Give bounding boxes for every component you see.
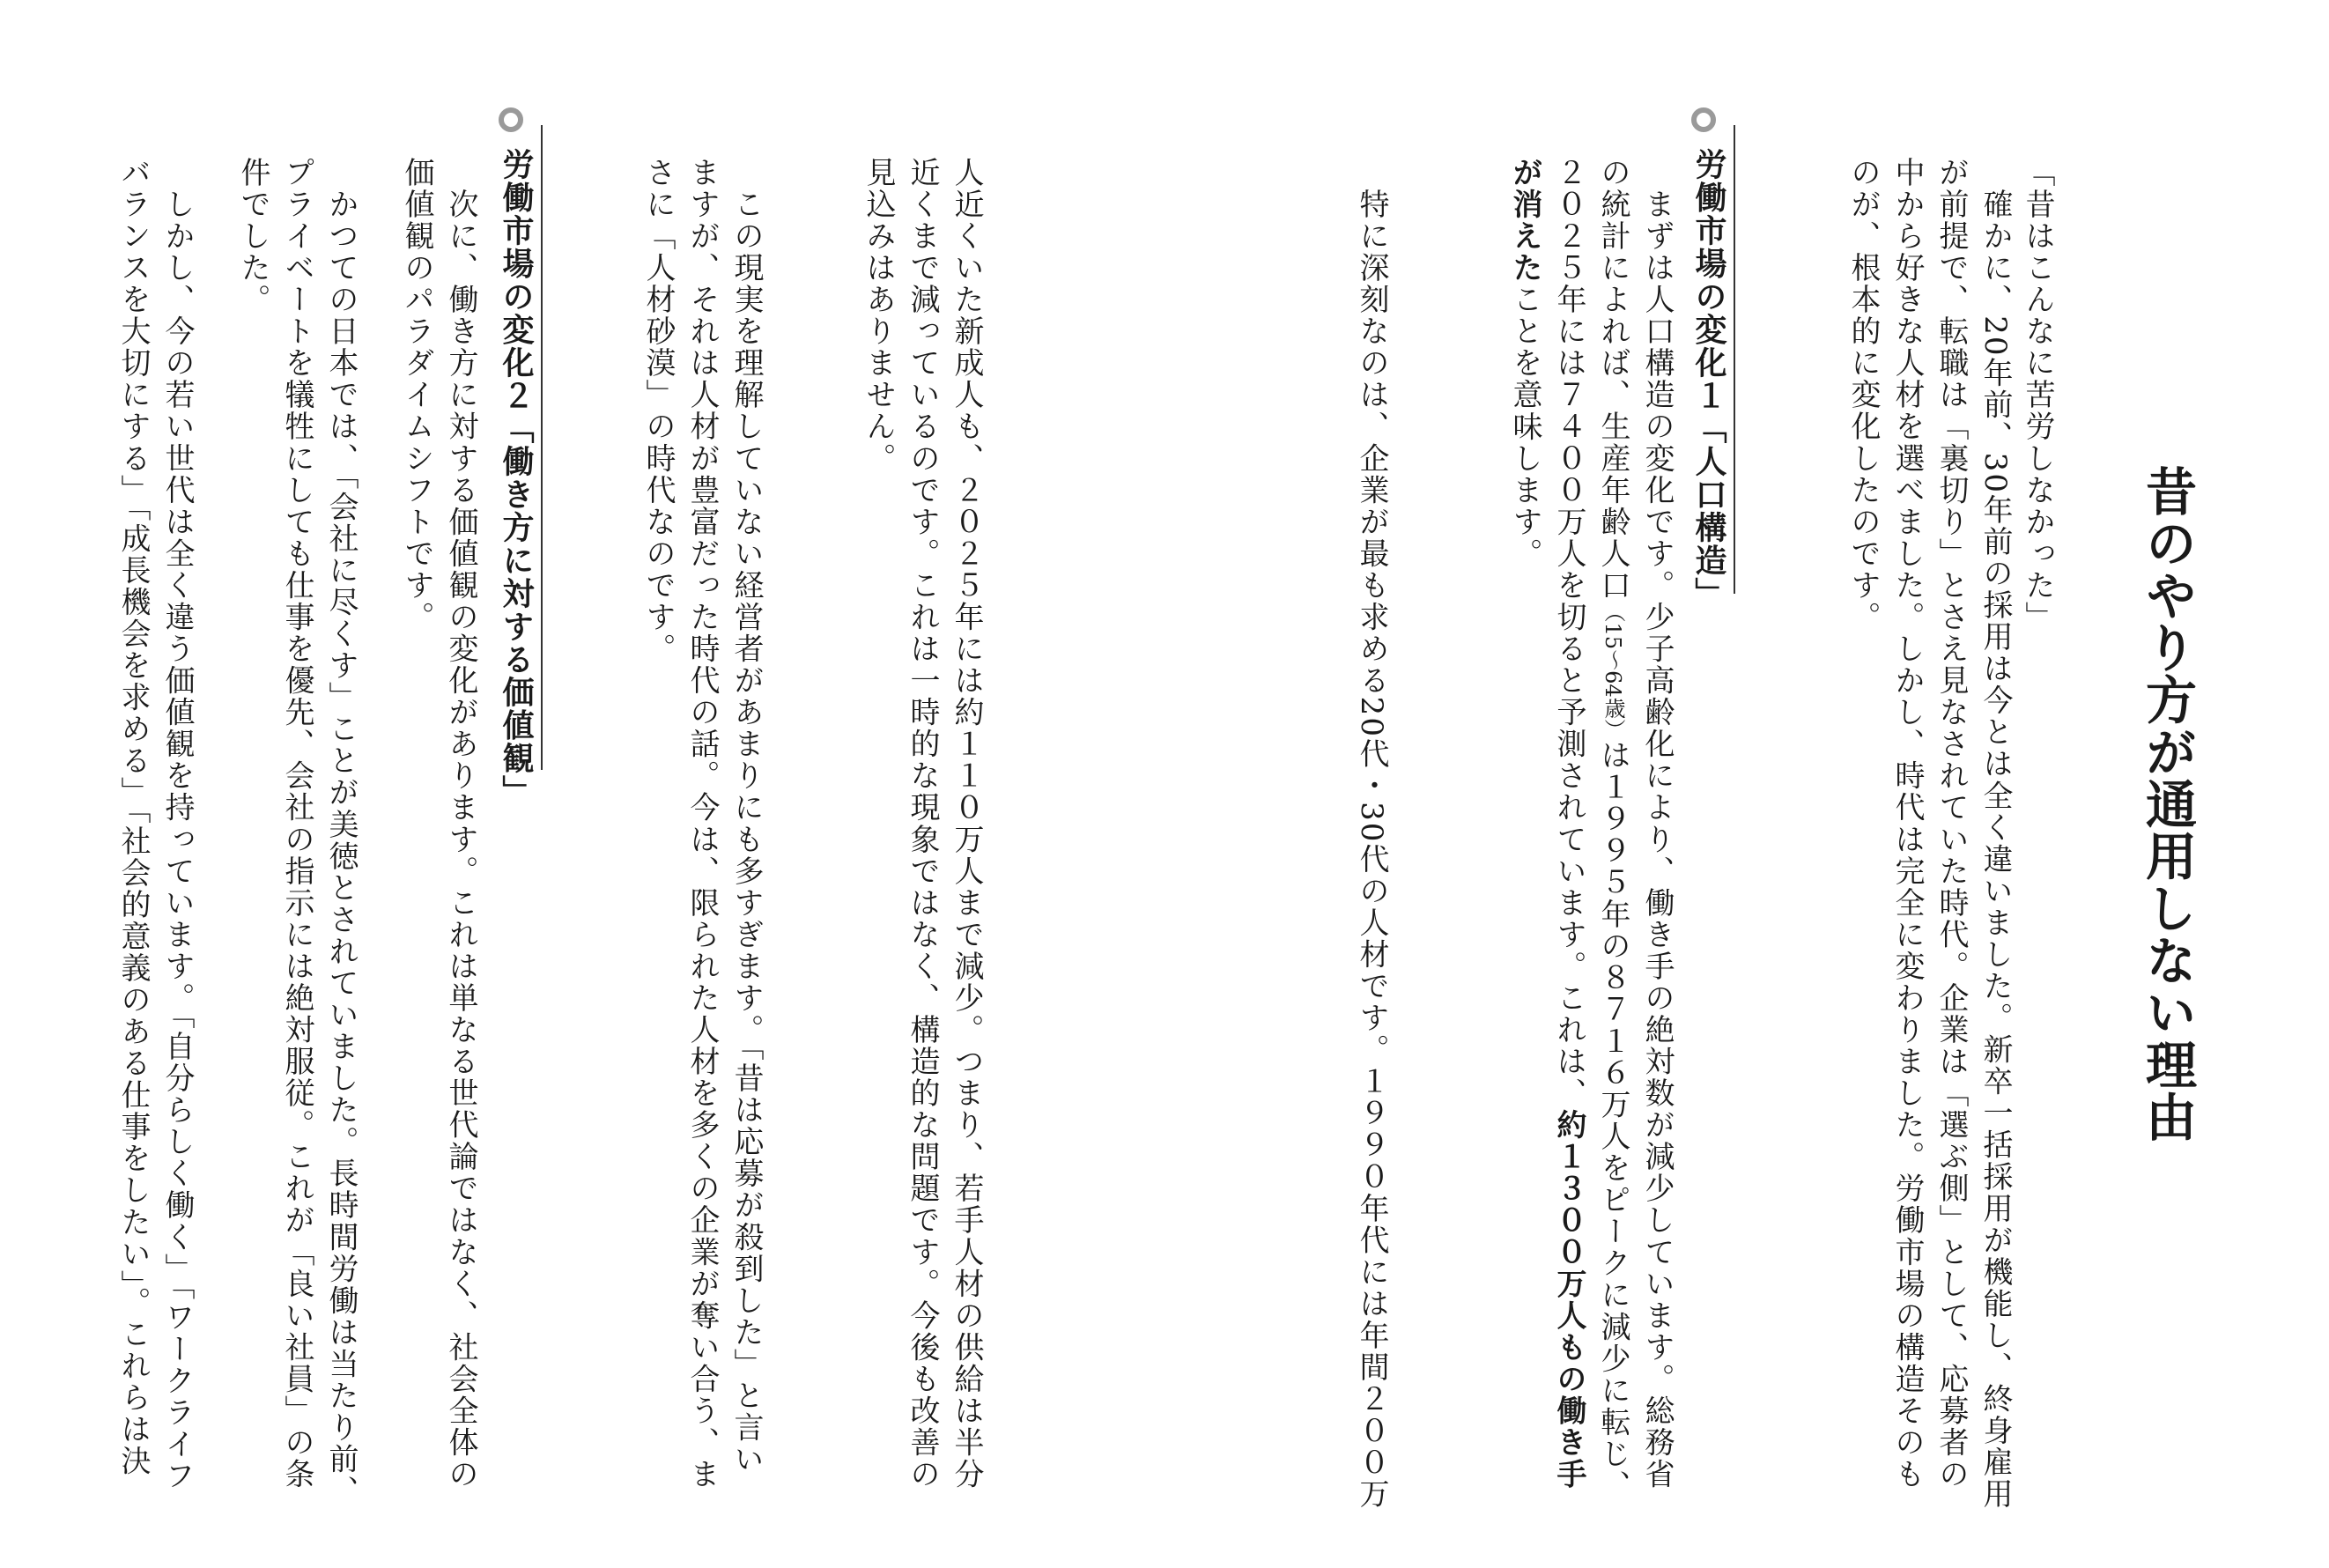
body-line: 次に、働き方に対する価値観の変化があります。これは単なる世代論ではなく、社会全体の (443, 157, 478, 1490)
heading-divider (541, 125, 543, 770)
section-heading-1: 労働市場の変化１「人口構造」 (1690, 148, 1726, 610)
body-line: 見込みはありません。 (861, 157, 896, 475)
body-line: 人近くいた新成人も、２０２５年には約１１０万人まで減少。つまり、若手人材の供給は半分 (949, 157, 984, 1490)
body-line: 価値観のパラダイムシフトです。 (399, 157, 434, 633)
body-line (1551, 157, 1586, 1490)
body-line: 特に深刻なのは、企業が最も求める20代・30代の人材です。１９９０年代には年間２００万 (1354, 157, 1389, 1511)
body-line: かつての日本では、「会社に尽くす」ことが美徳とされていました。長時間労働は当たり前、 (323, 157, 359, 1507)
body-line: 件でした。 (235, 157, 270, 316)
body-text: ２０２５年には７４００万人を切ると予測されています。これは、 (1551, 157, 1586, 1110)
section-ring-icon (1691, 107, 1716, 132)
emphasis-text: が消えた (1507, 157, 1542, 285)
body-line: バランスを大切にする」「成長機会を求める」「社会的意義のある仕事をしたい」。これらは決 (115, 157, 151, 1477)
body-line: この現実を理解していない経営者があまりにも多すぎます。「昔は応募が殺到した」と言い (728, 157, 764, 1476)
body-line: 確かに、20年前、30年前の採用は今とは全く違いました。新卒一括採用が機能し、終身雇用 (1978, 157, 2013, 1511)
body-line: 「昔はこんなに苦労しなかった」 (2020, 157, 2055, 633)
body-line: が前提で、転職は「裏切り」とさえ見なされていた時代。企業は「選ぶ側」として、応募者の (1933, 157, 1969, 1490)
body-line: しかし、今の若い世代は全く違う価値観を持っています。「自分らしく働く」「ワークライフ (159, 157, 195, 1492)
body-line: ますが、それは人材が豊富だった時代の話。今は、限られた人材を多くの企業が奪い合う、ま (684, 157, 720, 1490)
page-title: 昔のやり方が通用しない理由 (2137, 465, 2197, 1143)
body-line: プライベートを犠牲にしても仕事を優先、会社の指示には絶対服従。これが「良い社員」の条 (279, 157, 314, 1490)
body-text: ことを意味します。 (1507, 284, 1542, 570)
emphasis-text: 約１３００万人もの働き手 (1551, 1109, 1586, 1490)
body-text: の統計によれば、生産年齢人口 (1595, 157, 1630, 602)
body-line: まずは人口構造の変化です。少子高齢化により、働き手の絶対数が減少しています。総務省 (1639, 157, 1675, 1490)
body-line (1507, 157, 1542, 570)
age-range-note: （15〜64歳） (1601, 601, 1625, 740)
heading-divider (1734, 125, 1735, 594)
body-line (1595, 157, 1630, 1502)
body-line: さに「人材砂漠」の時代なのです。 (640, 157, 676, 665)
section-ring-icon (499, 107, 523, 132)
body-line: 近くまで減っているのです。これは一時的な現象ではなく、構造的な問題です。今後も改善の (905, 157, 940, 1490)
section-heading-2: 労働市場の変化２「働き方に対する価値観」 (498, 148, 534, 808)
body-line: のが、根本的に変化したのです。 (1845, 157, 1881, 633)
body-text: は１９９５年の８７１６万人をピークに減少に転じ、 (1595, 739, 1630, 1502)
body-line: 中から好きな人材を選べました。しかし、時代は完全に変わりました。労働市場の構造そのも (1889, 157, 1925, 1490)
